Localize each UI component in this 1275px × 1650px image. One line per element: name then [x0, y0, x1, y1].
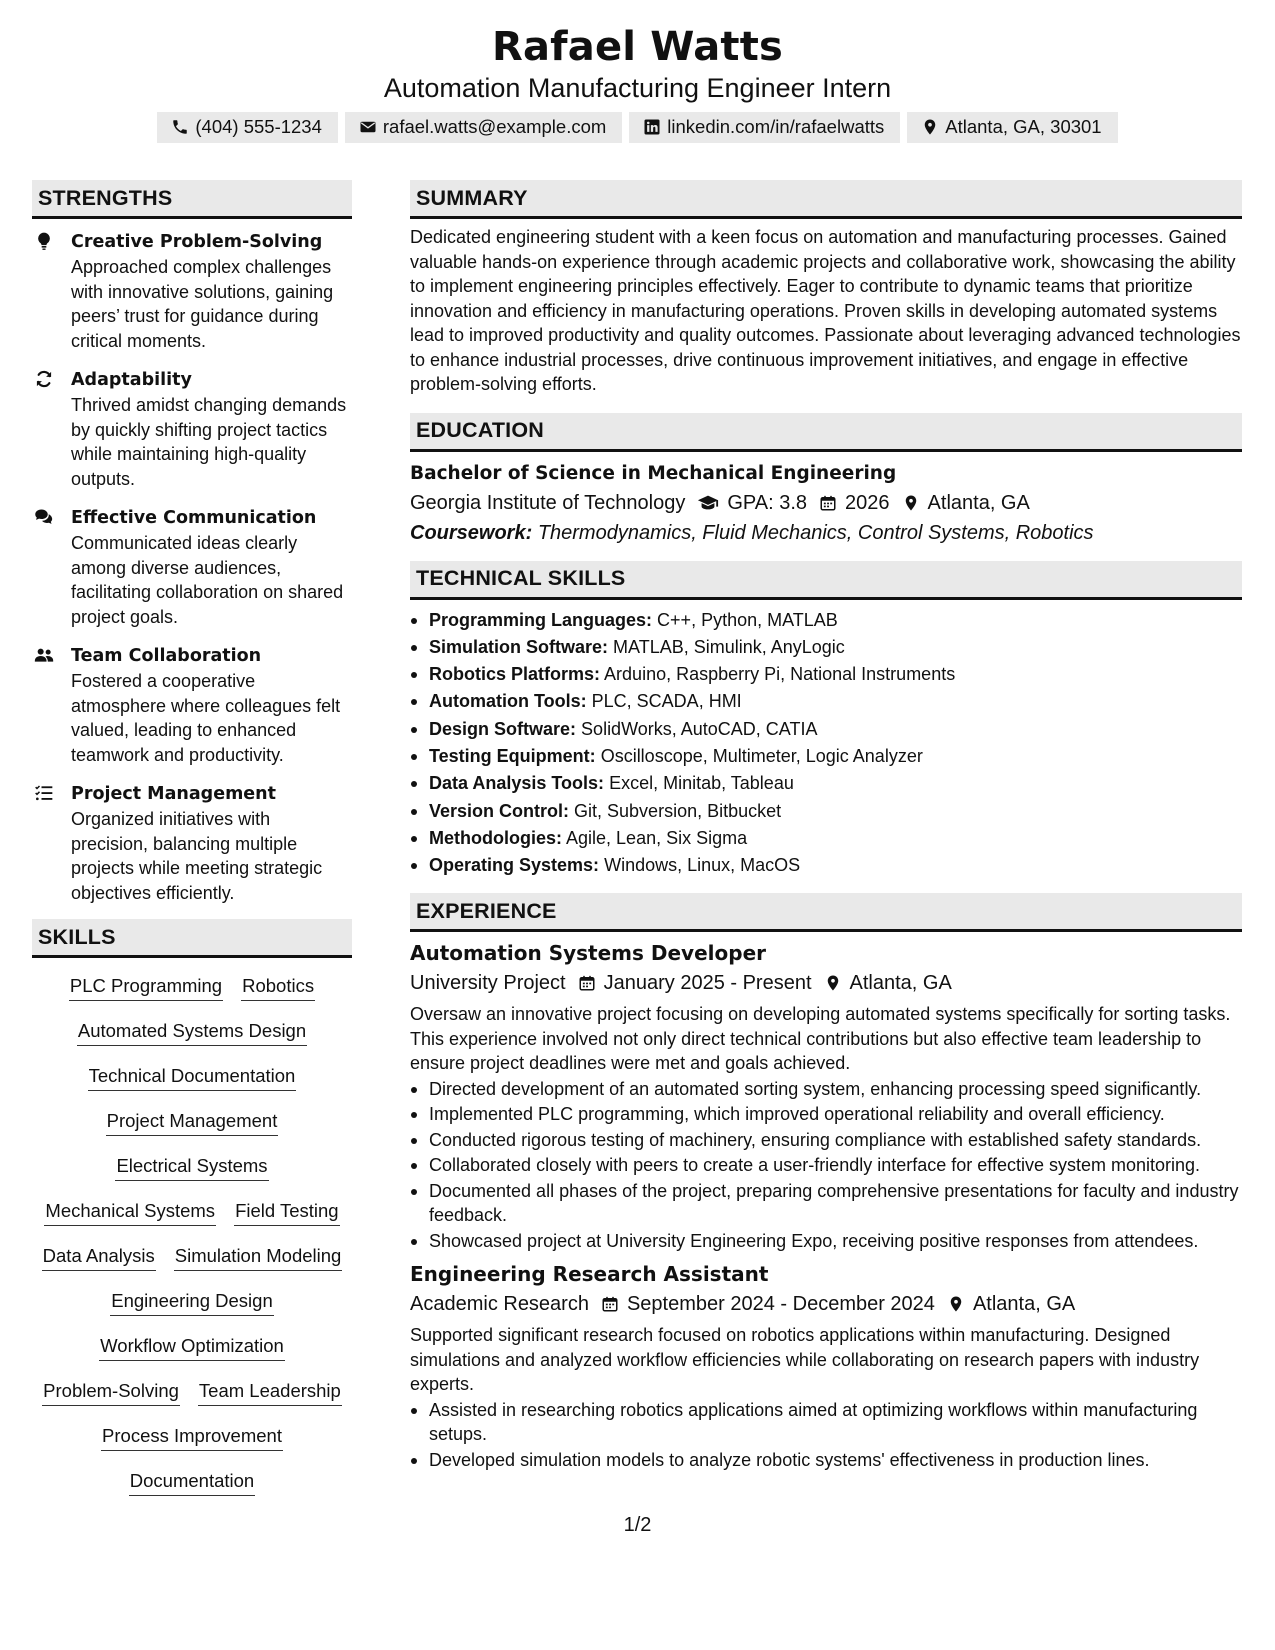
strength-item: [32, 643, 352, 767]
technical-skill-value: PLC, SCADA, HMI: [591, 691, 742, 712]
skills-row: [32, 964, 352, 1009]
calendar-icon: [819, 494, 837, 512]
job-dates: September 2024 - December 2024: [626, 1293, 935, 1316]
technical-skill-value: Excel, Minitab, Tableau: [609, 773, 794, 794]
contact-location-text: Atlanta, GA, 30301: [945, 116, 1102, 137]
contact-linkedin[interactable]: [629, 112, 900, 143]
envelope-icon: [359, 118, 377, 136]
coursework-label: Coursework:: [410, 521, 533, 544]
strength-description: Organized initiatives with precision, balancing multiple projects while meeting strategic objectives efficiently.: [71, 809, 323, 903]
education-degree: Bachelor of Science in Mechanical Engineering: [410, 462, 897, 484]
map-pin-icon: [824, 974, 842, 992]
education-gpa: GPA: 3.8: [727, 491, 808, 514]
technical-skill-label: Operating Systems:: [429, 855, 600, 876]
technical-skill-item: [429, 743, 1242, 770]
strength-item: [32, 505, 352, 629]
job-organization: University Project: [410, 972, 566, 995]
skill-tag: Electrical Systems: [115, 1154, 268, 1181]
job-bullets: [410, 1398, 1242, 1473]
strength-description: Fostered a cooperative atmosphere where colleagues felt valued, leading to enhanced teamwork and productivity.: [71, 671, 341, 765]
strength-title: Project Management: [71, 784, 276, 804]
technical-skill-item: [429, 798, 1242, 825]
calendar-icon: [601, 1295, 619, 1313]
skill-tag: Technical Documentation: [88, 1064, 297, 1091]
job-location: Atlanta, GA: [849, 972, 952, 995]
skills-row: [32, 1324, 352, 1369]
skill-tag: Problem-Solving: [42, 1379, 180, 1406]
job-bullet: Collaborated closely with peers to create a user-friendly interface for effective system monitoring.: [429, 1153, 1242, 1178]
technical-skill-item: [429, 825, 1242, 852]
technical-skill-label: Robotics Platforms:: [429, 664, 601, 685]
skill-tag: Workflow Optimization: [99, 1334, 285, 1361]
strength-title: Adaptability: [71, 370, 192, 390]
job-bullet: Documented all phases of the project, preparing comprehensive presentations for faculty and industry feedback.: [429, 1179, 1242, 1228]
left-column: [32, 180, 352, 1504]
strength-description: Communicated ideas clearly among diverse audiences, facilitating collaboration on shared project goals.: [71, 533, 344, 627]
skill-tag: Automated Systems Design: [77, 1019, 307, 1046]
skills-row: [32, 1369, 352, 1414]
skill-tag: Documentation: [129, 1469, 255, 1496]
technical-skills-heading: TECHNICAL SKILLS: [410, 561, 1242, 600]
education-heading: EDUCATION: [410, 413, 1242, 452]
contact-location: [907, 112, 1117, 143]
contact-phone-text: (404) 555-1234: [195, 116, 322, 137]
job-bullet: Conducted rigorous testing of machinery, ensuring compliance with established safety standards.: [429, 1128, 1242, 1153]
technical-skill-label: Automation Tools:: [429, 691, 587, 712]
skill-tag: PLC Programming: [69, 974, 223, 1001]
lightbulb-icon: [34, 231, 54, 251]
skill-tag: Engineering Design: [110, 1289, 273, 1316]
technical-skill-item: [429, 634, 1242, 661]
technical-skill-label: Testing Equipment:: [429, 745, 596, 766]
job-bullet: Implemented PLC programming, which improved operational reliability and overall efficiency.: [429, 1102, 1242, 1127]
job-title: Automation Systems Developer: [410, 941, 766, 966]
technical-skills-list: [410, 607, 1242, 880]
graduation-cap-icon: [697, 492, 719, 514]
contact-bar: [0, 112, 1275, 143]
job-description: Supported significant research focused on robotics applications within manufacturing. Designed simulations and analyzed workflow efficiencies while collaborating on research papers with industry experts.: [410, 1325, 1200, 1395]
technical-skill-label: Version Control:: [429, 800, 570, 821]
education-meta: [410, 488, 1242, 518]
technical-skill-label: Programming Languages:: [429, 609, 653, 630]
technical-skill-item: [429, 852, 1242, 879]
technical-skill-item: [429, 607, 1242, 634]
list-check-icon: [34, 783, 54, 803]
skills-row: [32, 1099, 352, 1144]
map-pin-icon: [921, 118, 939, 136]
contact-email-text: rafael.watts@example.com: [382, 116, 607, 137]
skills-row: [32, 1279, 352, 1324]
candidate-name: Rafael Watts: [491, 24, 784, 70]
technical-skill-value: Arduino, Raspberry Pi, National Instruments: [604, 664, 956, 685]
education-year: 2026: [845, 491, 890, 514]
skills-row: [32, 1009, 352, 1054]
strength-item: [32, 229, 352, 353]
job-description: Oversaw an innovative project focusing on developing automated systems specifically for sorting tasks. This experience involved not only direct technical contributions but also effective team leadership to ensure project deadlines were met and goals achieved.: [410, 1004, 1231, 1074]
skill-tag: Project Management: [106, 1109, 279, 1136]
skill-tag: Mechanical Systems: [44, 1199, 216, 1226]
coursework-list: Thermodynamics, Fluid Mechanics, Control Systems, Robotics: [537, 521, 1094, 544]
skill-tag: Field Testing: [234, 1199, 340, 1226]
skills-row: [32, 1459, 352, 1504]
job-bullet: Developed simulation models to analyze robotic systems' effectiveness in production lines.: [429, 1448, 1242, 1473]
technical-skill-value: Git, Subversion, Bitbucket: [574, 800, 782, 821]
linkedin-icon: [643, 118, 661, 136]
technical-skill-item: [429, 716, 1242, 743]
skill-tag: Team Leadership: [198, 1379, 342, 1406]
contact-phone[interactable]: [157, 112, 338, 143]
job-entry: [410, 1259, 1242, 1472]
technical-skill-item: [429, 688, 1242, 715]
user-group-icon: [34, 645, 54, 665]
job-meta: [410, 968, 1242, 998]
skill-tag: Simulation Modeling: [174, 1244, 343, 1271]
strength-item: [32, 781, 352, 905]
skill-tag: Process Improvement: [101, 1424, 283, 1451]
contact-linkedin-text: linkedin.com/in/rafaelwatts: [667, 116, 885, 137]
strengths-list: [32, 229, 352, 905]
job-location: Atlanta, GA: [972, 1293, 1076, 1316]
refresh-icon: [34, 369, 54, 389]
skill-tag: Data Analysis: [42, 1244, 156, 1271]
skills-list: [32, 964, 352, 1504]
comments-icon: [34, 507, 54, 527]
technical-skill-item: [429, 770, 1242, 797]
job-bullets: [410, 1077, 1242, 1254]
strength-item: [32, 367, 352, 491]
job-bullet: Directed development of an automated sorting system, enhancing processing speed significantly.: [429, 1077, 1242, 1102]
strength-description: Approached complex challenges with innovative solutions, gaining peers’ trust for guidance during critical moments.: [71, 257, 334, 351]
right-column: [410, 180, 1242, 1472]
skills-row: [32, 1414, 352, 1459]
map-pin-icon: [947, 1295, 965, 1313]
technical-skill-value: C++, Python, MATLAB: [657, 609, 838, 630]
technical-skill-value: SolidWorks, AutoCAD, CATIA: [581, 718, 818, 739]
strength-title: Creative Problem-Solving: [71, 232, 323, 252]
summary-heading: SUMMARY: [410, 180, 1242, 219]
resume-header: [0, 22, 1275, 143]
skills-heading: SKILLS: [32, 919, 352, 958]
technical-skill-value: Windows, Linux, MacOS: [604, 855, 801, 876]
job-bullet: Showcased project at University Engineering Expo, receiving positive responses from attendees.: [429, 1229, 1242, 1254]
technical-skill-value: Oscilloscope, Multimeter, Logic Analyzer: [600, 745, 923, 766]
job-entry: [410, 938, 1242, 1253]
skills-row: [32, 1054, 352, 1099]
technical-skill-label: Design Software:: [429, 718, 577, 739]
skills-row: [32, 1189, 352, 1234]
candidate-title: Automation Manufacturing Engineer Intern: [383, 73, 892, 103]
map-pin-icon: [902, 494, 920, 512]
technical-skill-label: Methodologies:: [429, 827, 562, 848]
experience-heading: EXPERIENCE: [410, 893, 1242, 932]
skill-tag: Robotics: [241, 974, 315, 1001]
job-title: Engineering Research Assistant: [410, 1262, 769, 1287]
technical-skill-value: Agile, Lean, Six Sigma: [566, 827, 748, 848]
technical-skill-label: Data Analysis Tools:: [429, 773, 605, 794]
calendar-icon: [578, 974, 596, 992]
job-dates: January 2025 - Present: [603, 972, 812, 995]
technical-skill-value: MATLAB, Simulink, AnyLogic: [613, 636, 845, 657]
technical-skill-label: Simulation Software:: [429, 636, 609, 657]
job-organization: Academic Research: [410, 1293, 589, 1316]
page-number: 1/2: [623, 1514, 652, 1536]
technical-skill-item: [429, 661, 1242, 688]
phone-icon: [171, 118, 189, 136]
skills-row: [32, 1144, 352, 1189]
summary-text: Dedicated engineering student with a keen focus on automation and manufacturing processes. Gained valuable hands-on experience through academic projects and collaborative work, showcasing the ability to implement engineering principles effectively. Eager to contribute to dynamic teams that prioritize innovation and efficiency in manufacturing operations. Proven skills in developing automated systems lead to improved productivity and quality outcomes. Passionate about leveraging advanced technologies to enhance industrial processes, drive continuous improvement initiatives, and engage in effective problem-solving efforts.: [410, 227, 1241, 394]
education-school: Georgia Institute of Technology: [410, 491, 686, 514]
education-location: Atlanta, GA: [927, 491, 1030, 514]
skills-row: [32, 1234, 352, 1279]
strengths-heading: STRENGTHS: [32, 180, 352, 219]
strength-title: Effective Communication: [71, 508, 317, 528]
job-meta: [410, 1289, 1242, 1319]
strength-description: Thrived amidst changing demands by quickly shifting project tactics while maintaining high-quality outputs.: [71, 395, 347, 489]
contact-email[interactable]: [345, 112, 622, 143]
job-bullet: Assisted in researching robotics applications aimed at optimizing workflows within manufacturing setups.: [429, 1398, 1242, 1447]
strength-title: Team Collaboration: [71, 646, 262, 666]
education-coursework: [410, 518, 1242, 548]
